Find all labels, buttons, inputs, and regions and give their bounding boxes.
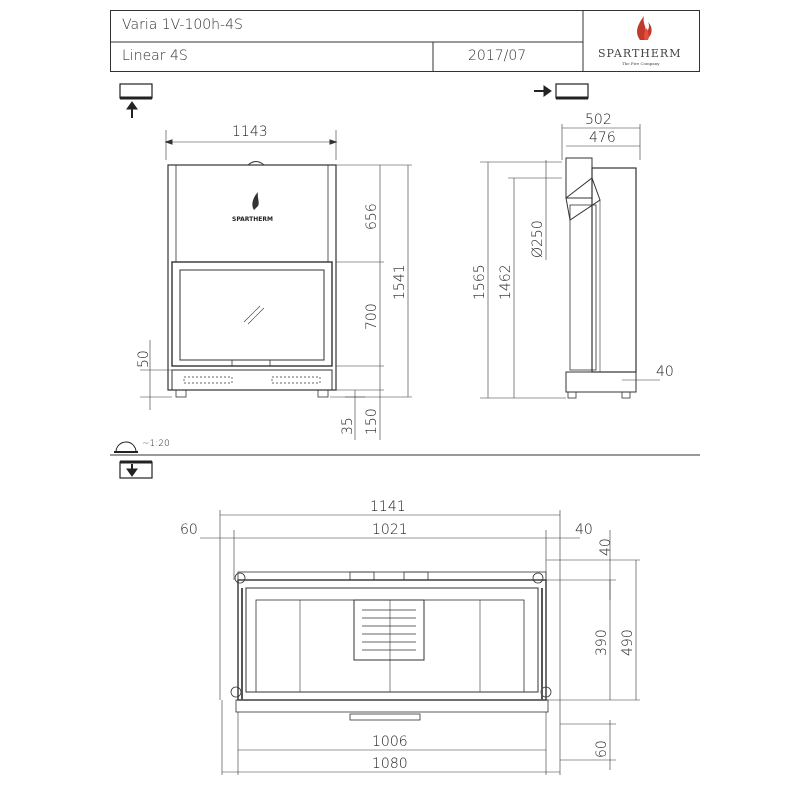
- front-leg150-label: 150: [364, 408, 380, 435]
- scale-label: ~1:20: [142, 439, 170, 449]
- front-top-section-label: 656: [364, 203, 380, 230]
- brand-tagline: The Fire Company: [622, 61, 660, 66]
- model-title: Varia 1V-100h-4S: [122, 17, 243, 33]
- plan-inner-width-label: 1021: [372, 522, 408, 538]
- front-door-brand: SPARTHERM: [232, 216, 273, 223]
- plan-top-offset-label: 40: [598, 538, 614, 556]
- side-height-flue-label: 1462: [498, 264, 514, 300]
- front-side-dim-label: 50: [136, 350, 152, 368]
- plan-view: [200, 510, 640, 775]
- side-flue-diameter-label: Ø250: [530, 220, 546, 258]
- plan-view-icon: [120, 462, 152, 478]
- front-total-height-label: 1541: [392, 264, 408, 300]
- side-foot-label: 40: [656, 364, 674, 380]
- front-view-icon: [120, 84, 152, 118]
- front-glass-height-label: 700: [364, 303, 380, 330]
- brand-flame-icon: [637, 16, 652, 40]
- front-width-label: 1143: [232, 124, 268, 140]
- scale-icon: [114, 442, 138, 452]
- side-view: [480, 124, 660, 398]
- plan-bottom-offset-label: 60: [594, 740, 610, 758]
- plan-left-offset-label: 60: [180, 522, 198, 538]
- plan-depth-outer-label: 490: [620, 629, 636, 656]
- plan-outer-width-label: 1141: [370, 499, 406, 515]
- plan-right-offset-label: 40: [575, 522, 593, 538]
- front-view: [140, 130, 412, 440]
- revision-date: 2017/07: [468, 48, 527, 64]
- variant-title: Linear 4S: [122, 48, 188, 64]
- side-depth-outer-label: 502: [585, 112, 612, 128]
- side-depth-inner-label: 476: [589, 130, 616, 146]
- plan-depth-inner-label: 390: [594, 629, 610, 656]
- brand-wordmark: SPARTHERM: [598, 47, 682, 60]
- plan-base-inner-label: 1006: [372, 734, 408, 750]
- front-leg35-label: 35: [340, 417, 356, 435]
- side-view-icon: [534, 84, 588, 98]
- plan-base-outer-label: 1080: [372, 756, 408, 772]
- side-height-total-label: 1565: [472, 264, 488, 300]
